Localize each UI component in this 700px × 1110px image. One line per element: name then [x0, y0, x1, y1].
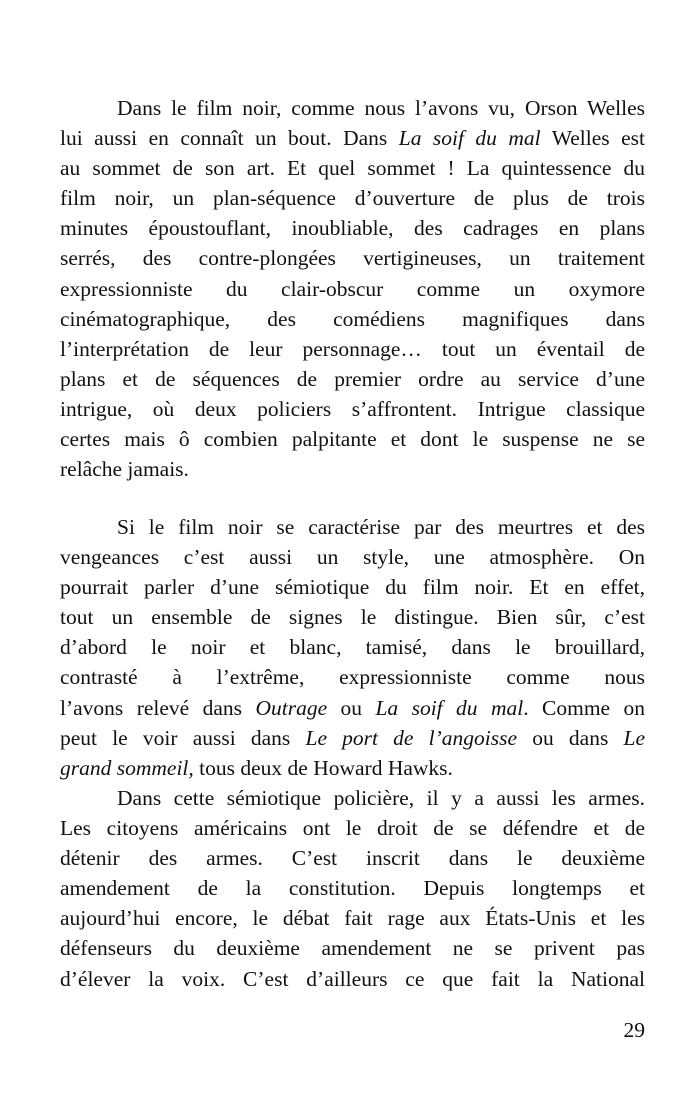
italic-title: La soif du mal: [375, 695, 524, 720]
text-line: [60, 753, 645, 783]
text-segment: certes mais ô combien palpitante et dont le suspense ne se: [60, 427, 645, 452]
text-segment: relâche jamais.: [60, 457, 189, 482]
text-line: [60, 873, 645, 903]
page-number: 29: [623, 1018, 645, 1042]
text-segment: tout un ensemble de signes le distingue. Bien sûr, c’est: [60, 605, 645, 630]
text-line: [60, 813, 645, 843]
text-line: [60, 364, 645, 394]
text-segment: intrigue, où deux policiers s’affrontent. Intrigue classique: [60, 396, 645, 421]
text-segment: contrasté à l’extrême, expressionniste comme nous: [60, 665, 645, 690]
italic-title: Le: [623, 725, 645, 750]
text-segment: expressionniste du clair-obscur comme un oxymore: [60, 276, 645, 301]
text-line: [60, 243, 645, 273]
text-segment: défenseurs du deuxième amendement ne se privent pas: [60, 936, 645, 961]
text-line: [60, 274, 645, 304]
text-line: [60, 602, 645, 632]
italic-title: Outrage: [255, 695, 328, 720]
text-line: [60, 93, 645, 123]
text-segment: aujourd’hui encore, le débat fait rage aux États-Unis et les: [60, 906, 645, 931]
text-segment: Si le film noir se caractérise par des meurtres et des: [117, 515, 645, 539]
text-line: [60, 394, 645, 424]
text-segment: Welles est: [540, 126, 645, 151]
italic-title: grand sommeil,: [60, 755, 194, 780]
text-line: [60, 933, 645, 963]
text-line: [60, 903, 645, 933]
text-segment: détenir des armes. C’est inscrit dans le deuxième: [60, 846, 645, 871]
text-segment: ou: [327, 695, 376, 720]
paragraph-3: [60, 783, 645, 994]
text-line: [60, 183, 645, 213]
text-segment: amendement de la constitution. Depuis longtemps et: [60, 876, 645, 901]
italic-title: Le port de l’angoisse: [305, 725, 518, 750]
text-line: [60, 572, 645, 602]
text-segment: ou dans: [517, 725, 624, 750]
text-segment: Dans cette sémiotique policière, il y a aussi les armes.: [117, 786, 645, 810]
text-segment: tous deux de Howard Hawks.: [193, 755, 453, 780]
text-segment: l’interprétation de leur personnage… tout un éventail de: [60, 336, 645, 361]
text-segment: l’avons relevé dans: [60, 695, 256, 720]
text-segment: Les citoyens américains ont le droit de se défendre et de: [60, 816, 645, 841]
text-line: [60, 632, 645, 662]
text-segment: minutes époustouflant, inoubliable, des cadrages en plans: [60, 216, 645, 241]
text-line: [60, 424, 645, 454]
text-line: [60, 454, 645, 484]
paragraph-2: [60, 512, 645, 783]
text-line: [60, 783, 645, 813]
text-segment: d’abord le noir et blanc, tamisé, dans le brouillard,: [60, 635, 645, 660]
text-segment: Dans le film noir, comme nous l’avons vu, Orson Welles: [117, 96, 645, 120]
text-line: [60, 693, 645, 723]
text-line: [60, 512, 645, 542]
text-line: [60, 304, 645, 334]
paragraph-1: [60, 93, 645, 484]
text-segment: pourrait parler d’une sémiotique du film noir. Et en effet,: [60, 575, 645, 600]
text-segment: serrés, des contre-plongées vertigineuses, un traitement: [60, 246, 645, 271]
italic-title: La soif du mal: [398, 126, 541, 151]
text-segment: plans et de séquences de premier ordre au service d’une: [60, 366, 645, 391]
text-segment: cinématographique, des comédiens magnifiques dans: [60, 306, 645, 331]
text-line: [60, 123, 645, 153]
text-line: [60, 153, 645, 183]
text-line: [60, 964, 645, 994]
text-line: [60, 542, 645, 572]
text-segment: d’élever la voix. C’est d’ailleurs ce que fait la National: [60, 966, 645, 991]
text-segment: lui aussi en connaît un bout. Dans: [60, 126, 399, 151]
text-line: [60, 662, 645, 692]
text-segment: . Comme on: [523, 695, 645, 720]
text-segment: au sommet de son art. Et quel sommet ! La quintessence du: [60, 156, 645, 181]
text-segment: vengeances c’est aussi un style, une atmosphère. On: [60, 545, 645, 570]
text-segment: peut le voir aussi dans: [60, 725, 306, 750]
text-line: [60, 723, 645, 753]
text-segment: film noir, un plan-séquence d’ouverture de plus de trois: [60, 186, 645, 211]
text-line: [60, 843, 645, 873]
text-line: [60, 334, 645, 364]
text-line: [60, 213, 645, 243]
